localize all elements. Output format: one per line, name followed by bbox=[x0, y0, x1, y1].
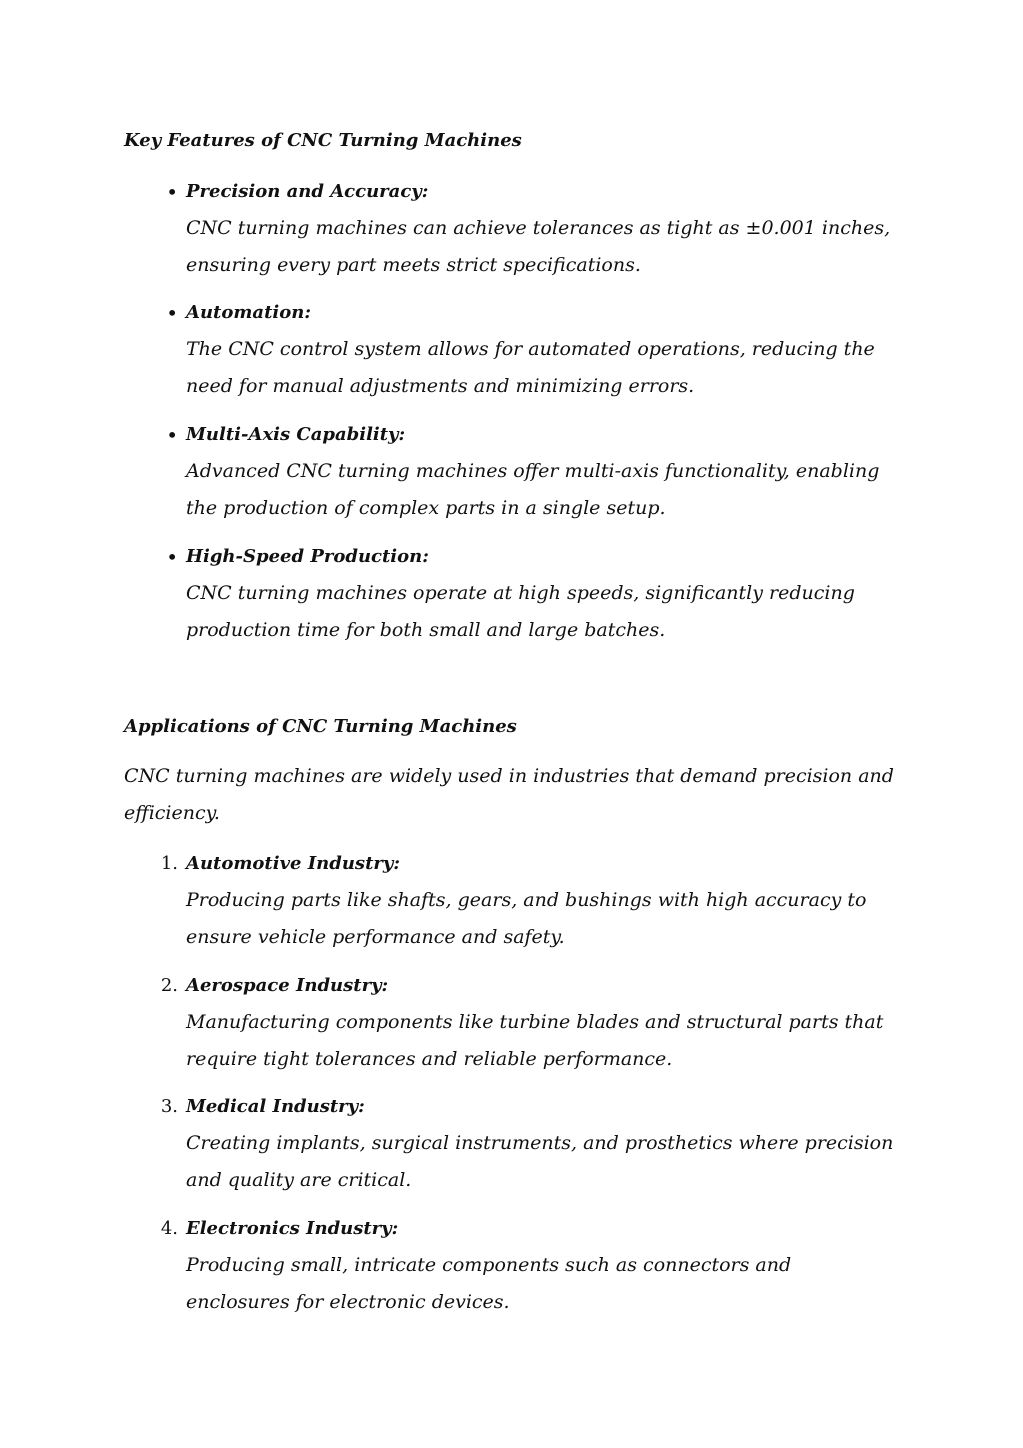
feature-title: Automation: bbox=[186, 302, 311, 323]
bullet-marker: • bbox=[166, 545, 178, 569]
feature-title: Multi-Axis Capability: bbox=[186, 424, 406, 445]
feature-item bbox=[166, 180, 896, 284]
application-description: Creating implants, surgical instruments, and prosthetics where precision and quality are critical. bbox=[186, 1132, 894, 1191]
application-item bbox=[160, 974, 896, 1078]
application-description: Producing parts like shafts, gears, and bushings with high accuracy to ensure vehicle performance and safety. bbox=[186, 889, 867, 948]
feature-item bbox=[166, 545, 896, 649]
feature-title: High-Speed Production: bbox=[186, 546, 429, 567]
application-title: Aerospace Industry: bbox=[186, 975, 389, 996]
application-item bbox=[160, 1095, 896, 1199]
feature-description: Advanced CNC turning machines offer multi-axis functionality, enabling the production of complex parts in a single setup. bbox=[186, 460, 880, 519]
number-marker: 3. bbox=[160, 1096, 178, 1117]
application-item bbox=[160, 852, 896, 956]
bullet-marker: • bbox=[166, 301, 178, 325]
bullet-marker: • bbox=[166, 423, 178, 447]
application-title: Electronics Industry: bbox=[186, 1218, 399, 1239]
number-marker: 1. bbox=[160, 853, 178, 874]
number-marker: 2. bbox=[160, 975, 178, 996]
feature-title: Precision and Accuracy: bbox=[186, 181, 429, 202]
number-marker: 4. bbox=[160, 1218, 178, 1239]
application-description: Manufacturing components like turbine blades and structural parts that require tight tolerances and reliable performance. bbox=[186, 1011, 884, 1070]
feature-description: CNC turning machines operate at high speeds, significantly reducing production time for both small and large batches. bbox=[186, 582, 855, 641]
features-heading: Key Features of CNC Turning Machines bbox=[124, 130, 522, 151]
application-title: Automotive Industry: bbox=[186, 853, 400, 874]
application-description: Producing small, intricate components such as connectors and enclosures for electronic devices. bbox=[186, 1254, 792, 1313]
bullet-marker: • bbox=[166, 180, 178, 204]
applications-intro: CNC turning machines are widely used in industries that demand precision and efficiency. bbox=[124, 765, 894, 824]
feature-description: The CNC control system allows for automated operations, reducing the need for manual adjustments and minimizing errors. bbox=[186, 338, 875, 397]
feature-description: CNC turning machines can achieve tolerances as tight as ±0.001 inches, ensuring every part meets strict specifications. bbox=[186, 217, 891, 276]
feature-item bbox=[166, 423, 896, 527]
application-title: Medical Industry: bbox=[186, 1096, 365, 1117]
applications-heading: Applications of CNC Turning Machines bbox=[124, 716, 517, 737]
feature-item bbox=[166, 301, 896, 405]
application-item bbox=[160, 1217, 896, 1321]
